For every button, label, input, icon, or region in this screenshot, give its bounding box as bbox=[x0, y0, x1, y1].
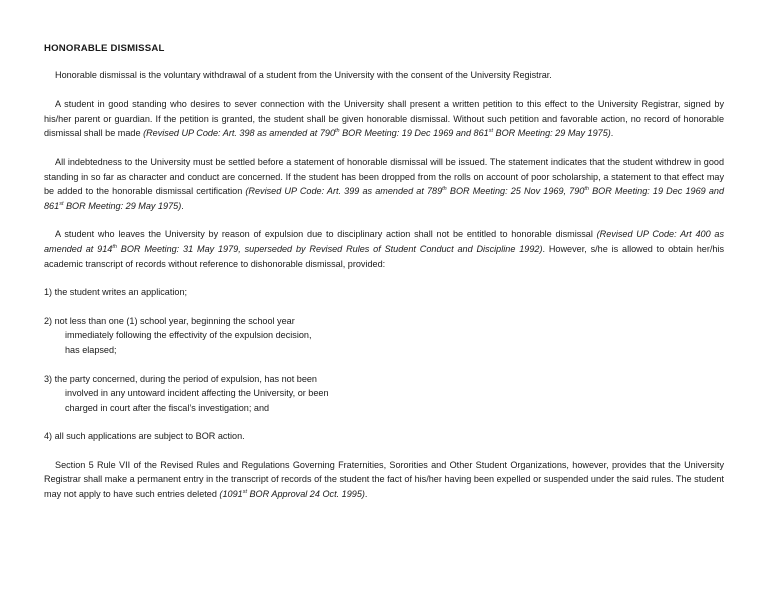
citation-part: (Revised UP Code: Art 400 as amended at 914 bbox=[44, 229, 724, 254]
paragraph-petition bbox=[44, 97, 724, 141]
paragraph-indebtedness bbox=[44, 155, 724, 213]
ordinal-suffix: st bbox=[59, 200, 64, 207]
citation-part: BOR Meeting: 29 May 1975) bbox=[63, 200, 182, 211]
citation-part: (1091 bbox=[219, 489, 243, 500]
ordinal-suffix: th bbox=[335, 128, 340, 135]
condition-item-2 bbox=[44, 314, 724, 358]
citation-part: BOR Meeting: 31 May 1979, superseded by Revised Rules of Student Conduct and Discipline 1992) bbox=[116, 243, 543, 254]
ordinal-suffix: st bbox=[488, 128, 494, 135]
ordinal-suffix: th bbox=[112, 243, 117, 250]
condition-text: 4) all such applications are subject to BOR action. bbox=[44, 431, 245, 442]
paragraph-fraternities bbox=[44, 458, 724, 502]
paragraph-tail: . However, s/he is allowed to obtain her/his academic transcript of records without reference to dishonorable dismissal, provided: bbox=[44, 243, 725, 269]
citation bbox=[219, 489, 365, 499]
paragraph-tail: . bbox=[364, 489, 368, 500]
condition-continuation: involved in any untoward incident affecting the University, or been bbox=[65, 388, 329, 399]
condition-continuation: immediately following the effectivity of the expulsion decision, bbox=[65, 330, 312, 341]
paragraph-expulsion bbox=[44, 227, 724, 271]
citation bbox=[143, 128, 611, 138]
condition-continuation: charged in court after the fiscal’s investigation; and bbox=[65, 402, 270, 413]
ordinal-suffix: st bbox=[242, 489, 247, 496]
citation-part: (Revised UP Code: Art. 399 as amended at 789 bbox=[245, 186, 443, 197]
document-heading: HONORABLE DISMISSAL bbox=[44, 43, 165, 54]
condition-item-4 bbox=[44, 429, 724, 444]
condition-item-1 bbox=[44, 285, 724, 300]
citation-part: BOR Meeting: 29 May 1975) bbox=[493, 128, 611, 139]
condition-text: 3) the party concerned, during the period of expulsion, has not been bbox=[44, 373, 317, 384]
paragraph-text: A student in good standing who desires to sever connection with the University shall present a written petition to this effect to the University Registrar, signed by his/her parent or guardian. If the petition is granted, the student shall be given honorable dismissal. Without such petition and favorable action, no record of honorable dismissal shall be made bbox=[44, 99, 724, 139]
paragraph-definition: Honorable dismissal is the voluntary withdrawal of a student from the University with the consent of the University Registrar. bbox=[55, 69, 552, 80]
condition-continuation: has elapsed; bbox=[65, 344, 117, 355]
citation-part: (Revised UP Code: Art. 398 as amended at 790 bbox=[143, 128, 335, 139]
citation-part: BOR Approval 24 Oct. 1995) bbox=[246, 489, 365, 500]
paragraph-tail: . bbox=[181, 200, 184, 211]
citation-part: BOR Meeting: 19 Dec 1969 and 861 bbox=[339, 128, 489, 139]
paragraph-text: Section 5 Rule VII of the Revised Rules and Regulations Governing Fraternities, Sororities and Other Student Organizations, however, provides that the University Registrar shall make a permanent entry in the transcript of records of the student the fact of his/her having been expelled or suspended under the said rules. The student may not apply to have such entries deleted bbox=[44, 459, 724, 500]
ordinal-suffix: th bbox=[442, 186, 447, 193]
document-page bbox=[44, 42, 724, 516]
paragraph-text: A student who leaves the University by reason of expulsion due to disciplinary action shall not be entitled to honorable dismissal bbox=[55, 229, 597, 240]
citation-part: BOR Meeting: 19 Dec 1969 and 861 bbox=[44, 186, 724, 211]
condition-text: 1) the student writes an application; bbox=[44, 287, 188, 298]
condition-text: 2) not less than one (1) school year, beginning the school year bbox=[44, 315, 295, 326]
ordinal-suffix: th bbox=[584, 186, 589, 193]
citation-part: BOR Meeting: 25 Nov 1969, 790 bbox=[446, 186, 585, 197]
paragraph-text: All indebtedness to the University must be settled before a statement of honorable dismissal will be issued. The statement indicates that the student withdrew in good standing in so far as character and conduct are concerned. If the student has been dropped from the rolls on account of poor scholarship, a statement to that effect may be added to the honorable dismissal certification bbox=[44, 156, 724, 197]
paragraph-tail: . bbox=[610, 128, 614, 139]
condition-item-3 bbox=[44, 372, 724, 416]
